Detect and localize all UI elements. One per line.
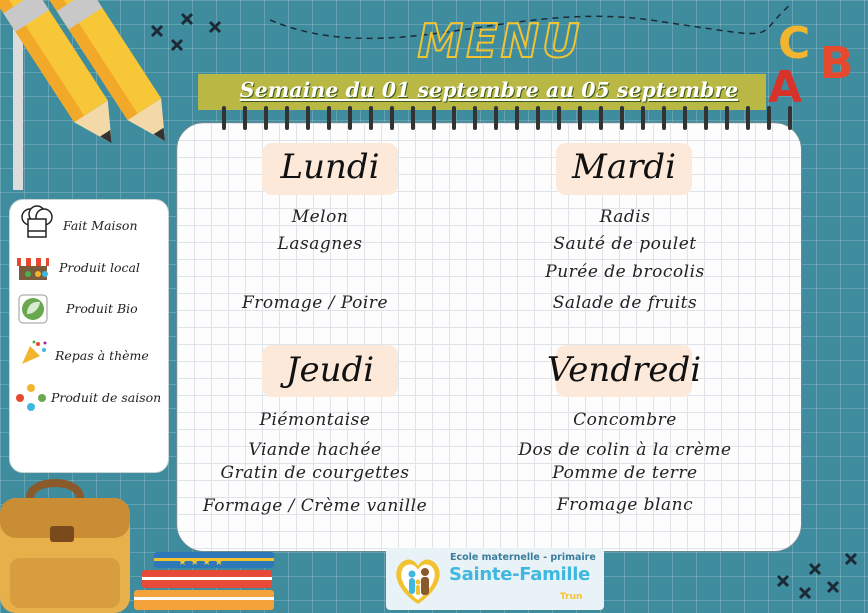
dish-mardi-4: Salade de fruits: [552, 293, 698, 313]
letter-a: A: [768, 62, 803, 104]
dish-vendredi-2: Dos de colin à la crème: [518, 440, 732, 460]
letter-b: B: [820, 38, 854, 89]
dish-lundi-2: Lasagnes: [277, 234, 363, 254]
books-stack-illustration: [134, 548, 284, 613]
dish-jeudi-1: Piémontaise: [259, 410, 371, 430]
week-dates: Semaine du 01 septembre au 05 septembre: [239, 78, 739, 102]
dish-lundi-4: Fromage / Poire: [242, 293, 388, 313]
school-bag-illustration: [0, 478, 140, 613]
organic-leaf-icon: [18, 294, 48, 324]
cross-marks-top: [150, 8, 230, 58]
svg-text:★ ★ ★ ★: ★ ★ ★ ★: [178, 557, 224, 568]
legend-label-produit-de-saison: Produit de saison: [51, 390, 162, 405]
dish-mardi-2: Sauté de poulet: [553, 234, 697, 254]
letter-c: C: [778, 18, 811, 69]
dish-mardi-3: Purée de brocolis: [545, 262, 705, 282]
legend-label-repas-a-theme: Repas à thème: [55, 348, 149, 363]
dish-mardi-1: Radis: [599, 207, 651, 227]
legend-label-fait-maison: Fait Maison: [63, 218, 138, 233]
day-name-jeudi: Jeudi: [285, 350, 375, 390]
dish-jeudi-3: Gratin de courgettes: [220, 463, 410, 483]
family-heart-icon: [390, 552, 446, 608]
logo-town: Trun: [560, 592, 583, 602]
abc-letters-illustration: [768, 14, 864, 104]
dish-vendredi-4: Fromage blanc: [556, 495, 694, 515]
seasons-icon: [14, 382, 48, 412]
day-name-mardi: Mardi: [572, 147, 676, 187]
day-name-lundi: Lundi: [280, 147, 380, 187]
dish-jeudi-4: Formage / Crème vanille: [202, 496, 428, 516]
menu-title: MENU: [417, 14, 583, 68]
day-name-vendredi: Vendredi: [546, 350, 702, 390]
dish-lundi-1: Melon: [291, 207, 349, 227]
spiral-binding: [222, 106, 792, 132]
chef-hat-icon: [20, 205, 54, 241]
market-stall-icon: [16, 254, 50, 282]
legend-label-produit-bio: Produit Bio: [66, 301, 138, 316]
logo-school-name: Sainte-Famille: [449, 564, 591, 585]
dish-jeudi-2: Viande hachée: [248, 440, 382, 460]
dish-vendredi-3: Pomme de terre: [552, 463, 698, 483]
dish-vendredi-1: Concombre: [573, 410, 677, 430]
legend-label-produit-local: Produit local: [59, 260, 140, 275]
logo-school-type: Ecole maternelle - primaire: [450, 552, 596, 563]
party-popper-icon: [20, 340, 48, 366]
cross-marks-bottom: [776, 552, 866, 610]
